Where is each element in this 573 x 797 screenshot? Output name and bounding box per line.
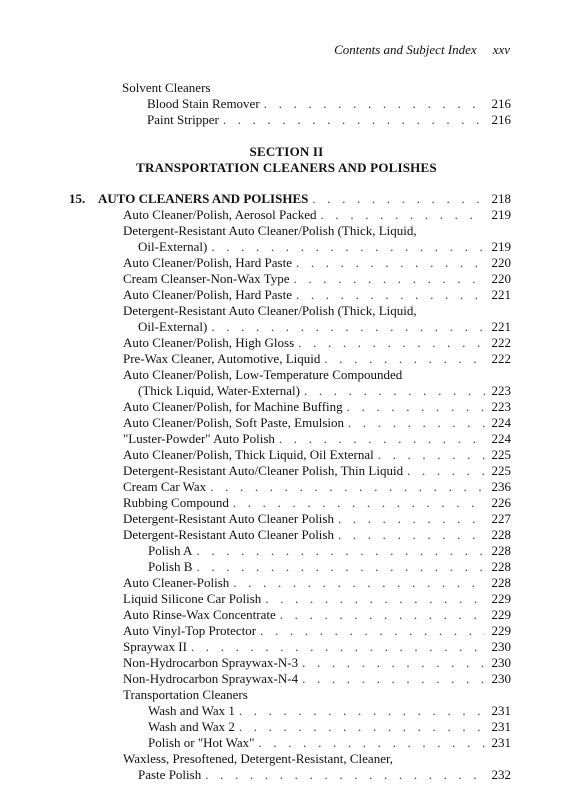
toc-entry <box>123 287 511 303</box>
toc-entry <box>138 767 511 783</box>
entry-text-line1: Detergent-Resistant Auto Cleaner/Polish (Thick, Liquid, <box>123 223 417 238</box>
toc-entry <box>147 112 511 128</box>
entry-text: Auto Vinyl-Top Protector <box>123 623 257 638</box>
entry-text: Oil-External) <box>138 319 208 334</box>
dot-leader <box>239 703 485 719</box>
header-page-number: xxv <box>492 42 510 57</box>
entry-text: Auto Cleaner/Polish, for Machine Buffing <box>123 399 343 414</box>
toc-entry <box>147 96 511 112</box>
dot-leader <box>347 399 485 415</box>
dot-leader <box>304 383 485 399</box>
dot-leader <box>324 351 485 367</box>
entry-text: Rubbing Compound <box>123 495 229 510</box>
entry-text: Polish A <box>148 543 193 558</box>
entry-text: "Luster-Powder" Auto Polish <box>123 431 275 446</box>
entry-page: 231 <box>491 735 511 750</box>
dot-leader <box>312 191 485 207</box>
dot-leader <box>302 671 485 687</box>
entry-page: 226 <box>491 495 511 510</box>
entry-page: 227 <box>491 511 511 526</box>
entry-text: Cream Cleanser-Non-Wax Type <box>123 271 290 286</box>
entry-text-line1: Auto Cleaner/Polish, Low-Temperature Compounded <box>123 367 403 382</box>
toc-entry <box>123 431 511 447</box>
entry-text: Non-Hydrocarbon Spraywax-N-3 <box>123 655 299 670</box>
dot-leader <box>211 239 485 255</box>
header-title: Contents and Subject Index <box>334 42 477 57</box>
entry-text: Detergent-Resistant Auto Cleaner Polish <box>123 511 334 526</box>
entry-page: 230 <box>491 655 511 670</box>
toc-entry <box>123 479 511 495</box>
toc-entry <box>123 671 511 687</box>
entry-text: Spraywax II <box>123 639 187 654</box>
dot-leader <box>196 559 485 575</box>
toc-entry <box>138 383 511 399</box>
entry-text: Polish or "Hot Wax" <box>148 735 255 750</box>
dot-leader <box>279 431 485 447</box>
entry-text: Polish B <box>148 559 193 574</box>
dot-leader <box>233 495 485 511</box>
entry-text: Oil-External) <box>138 239 208 254</box>
subgroup-heading: Transportation Cleaners <box>123 687 248 702</box>
chapter-number: 15. <box>69 191 86 206</box>
entry-page: 232 <box>491 767 511 782</box>
entry-text: Non-Hydrocarbon Spraywax-N-4 <box>123 671 299 686</box>
entry-text: Paint Stripper <box>147 112 219 127</box>
toc-entry <box>123 655 511 671</box>
entry-text: (Thick Liquid, Water-External) <box>138 383 300 398</box>
entry-page: 231 <box>491 719 511 734</box>
entry-page: 229 <box>491 607 511 622</box>
dot-leader <box>211 319 485 335</box>
chapter-page: 218 <box>491 191 511 206</box>
dot-leader <box>205 767 485 783</box>
toc-entry <box>148 719 511 735</box>
entry-text-line1: Waxless, Presoftened, Detergent-Resistant, Cleaner, <box>123 751 394 766</box>
toc-entry <box>148 735 511 751</box>
toc-entry <box>123 527 511 543</box>
toc-entry <box>148 543 511 559</box>
entry-page: 228 <box>491 527 511 542</box>
entry-page: 230 <box>491 639 511 654</box>
dot-leader <box>264 96 485 112</box>
entry-text-line1: Detergent-Resistant Auto Cleaner/Polish (Thick, Liquid, <box>123 303 417 318</box>
entry-text: Blood Stain Remover <box>147 96 260 111</box>
dot-leader <box>280 607 485 623</box>
toc-entry <box>123 271 511 287</box>
entry-page: 220 <box>491 255 511 270</box>
toc-entry <box>123 511 511 527</box>
dot-leader <box>260 623 485 639</box>
toc-entry <box>148 559 511 575</box>
entry-text: Auto Cleaner/Polish, High Gloss <box>123 335 295 350</box>
section-label: SECTION II <box>249 144 324 159</box>
toc-entry <box>123 335 511 351</box>
dot-leader <box>338 511 485 527</box>
entry-page: 219 <box>491 207 511 222</box>
entry-page: 228 <box>491 575 511 590</box>
dot-leader <box>321 207 485 223</box>
entry-page: 222 <box>491 335 511 350</box>
entry-page: 216 <box>491 96 511 111</box>
entry-page: 231 <box>491 703 511 718</box>
dot-leader <box>258 735 485 751</box>
entry-text: Pre-Wax Cleaner, Automotive, Liquid <box>123 351 321 366</box>
dot-leader <box>233 575 485 591</box>
toc-entry <box>123 207 511 223</box>
entry-text: Detergent-Resistant Auto/Cleaner Polish, Thin Liquid <box>123 463 404 478</box>
entry-text: Liquid Silicone Car Polish <box>123 591 262 606</box>
entry-page: 224 <box>491 415 511 430</box>
entry-page: 223 <box>491 399 511 414</box>
entry-text: Auto Cleaner/Polish, Hard Paste <box>123 255 292 270</box>
entry-text: Wash and Wax 2 <box>148 719 235 734</box>
dot-leader <box>298 335 485 351</box>
dot-leader <box>265 591 485 607</box>
entry-page: 236 <box>491 479 511 494</box>
toc-entry <box>123 623 511 639</box>
dot-leader <box>191 639 485 655</box>
entry-page: 219 <box>491 239 511 254</box>
toc-entry <box>123 591 511 607</box>
toc-entry <box>123 415 511 431</box>
dot-leader <box>348 415 485 431</box>
entry-page: 223 <box>491 383 511 398</box>
entry-page: 225 <box>491 447 511 462</box>
dot-leader <box>196 543 485 559</box>
entry-page: 225 <box>491 463 511 478</box>
dot-leader <box>302 655 485 671</box>
entry-page: 229 <box>491 591 511 606</box>
toc-entry <box>138 239 511 255</box>
dot-leader <box>210 479 485 495</box>
entry-text: Cream Car Wax <box>123 479 207 494</box>
entry-text: Detergent-Resistant Auto Cleaner Polish <box>123 527 334 542</box>
solvent-cleaners-heading: Solvent Cleaners <box>122 80 211 95</box>
dot-leader <box>378 447 485 463</box>
entry-text: Paste Polish <box>138 767 202 782</box>
toc-entry <box>123 575 511 591</box>
toc-entry <box>148 703 511 719</box>
toc-entry <box>123 447 511 463</box>
toc-entry <box>123 463 511 479</box>
entry-page: 228 <box>491 543 511 558</box>
entry-text: Auto Cleaner/Polish, Thick Liquid, Oil External <box>123 447 374 462</box>
entry-page: 229 <box>491 623 511 638</box>
entry-page: 216 <box>491 112 511 127</box>
toc-entry <box>123 495 511 511</box>
entry-text: Auto Cleaner-Polish <box>123 575 230 590</box>
toc-entry <box>123 351 511 367</box>
dot-leader <box>223 112 485 128</box>
dot-leader <box>407 463 485 479</box>
entry-text: Auto Cleaner/Polish, Hard Paste <box>123 287 292 302</box>
dot-leader <box>296 287 485 303</box>
entry-page: 220 <box>491 271 511 286</box>
entry-page: 230 <box>491 671 511 686</box>
chapter-entry <box>69 191 511 207</box>
toc-entry <box>123 399 511 415</box>
entry-text: Auto Cleaner/Polish, Soft Paste, Emulsion <box>123 415 344 430</box>
entry-text: Wash and Wax 1 <box>148 703 235 718</box>
toc-entry <box>138 319 511 335</box>
section-title: TRANSPORTATION CLEANERS AND POLISHES <box>136 160 437 175</box>
dot-leader <box>296 255 485 271</box>
entry-page: 221 <box>491 287 511 302</box>
entry-page: 228 <box>491 559 511 574</box>
entry-text: Auto Rinse-Wax Concentrate <box>123 607 276 622</box>
toc-entry <box>123 639 511 655</box>
toc-entry <box>123 607 511 623</box>
chapter-title: AUTO CLEANERS AND POLISHES <box>98 191 309 206</box>
dot-leader <box>239 719 485 735</box>
entry-page: 221 <box>491 319 511 334</box>
dot-leader <box>338 527 485 543</box>
running-header <box>334 42 510 58</box>
entry-page: 222 <box>491 351 511 366</box>
entry-text: Auto Cleaner/Polish, Aerosol Packed <box>123 207 317 222</box>
toc-entry <box>123 255 511 271</box>
entry-page: 224 <box>491 431 511 446</box>
dot-leader <box>294 271 486 287</box>
